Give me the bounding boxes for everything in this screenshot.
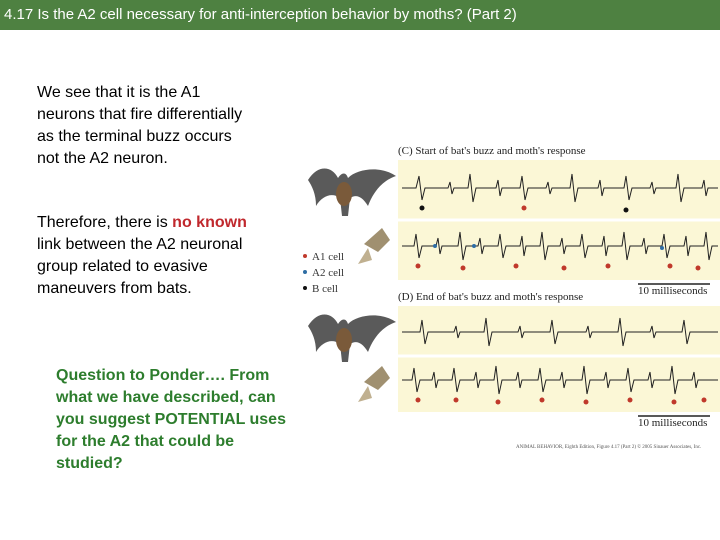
legend-b-label: B cell bbox=[312, 283, 338, 295]
scale-bar-d-label: 10 milliseconds bbox=[638, 417, 708, 429]
question-to-ponder: Question to Ponder…. From what we have described, can you suggest POTENTIAL uses for the A2 that could be studied? bbox=[56, 367, 286, 472]
legend-a2-label: A2 cell bbox=[312, 267, 345, 279]
panel-d-bg bbox=[398, 306, 720, 412]
moth-illustration-bottom bbox=[358, 366, 390, 402]
bat-illustration-bottom bbox=[308, 315, 396, 363]
para2-after: link between the A2 neuronal group related to evasive maneuvers from bats. bbox=[37, 236, 243, 297]
highlight-no: no bbox=[172, 214, 192, 231]
panel-d-label: (D) End of bat's buzz and moth's response bbox=[398, 291, 584, 303]
figure-credit: ANIMAL BEHAVIOR, Eighth Edition, Figure 4.17 (Part 2) © 2005 Sinauer Associates, Inc. bbox=[516, 445, 702, 450]
bat-illustration-top bbox=[308, 169, 396, 217]
panel-c-label: (C) Start of bat's buzz and moth's response bbox=[398, 145, 586, 157]
body-paragraph-1: We see that it is the A1 neurons that fire differentially as the terminal buzz occurs not the A2 neuron. bbox=[37, 84, 243, 167]
neuron-recording-figure bbox=[298, 136, 720, 456]
moth-illustration-top bbox=[358, 228, 390, 264]
legend bbox=[303, 251, 344, 295]
scale-bar-c-label: 10 milliseconds bbox=[638, 285, 708, 297]
body-paragraph-2 bbox=[37, 212, 262, 300]
para2-before: Therefore, there is bbox=[37, 214, 173, 231]
slide-title: 4.17 Is the A2 cell necessary for anti-interception behavior by moths? (Part 2) bbox=[0, 0, 720, 30]
highlight-known: known bbox=[196, 214, 247, 231]
legend-a1-label: A1 cell bbox=[312, 251, 345, 263]
